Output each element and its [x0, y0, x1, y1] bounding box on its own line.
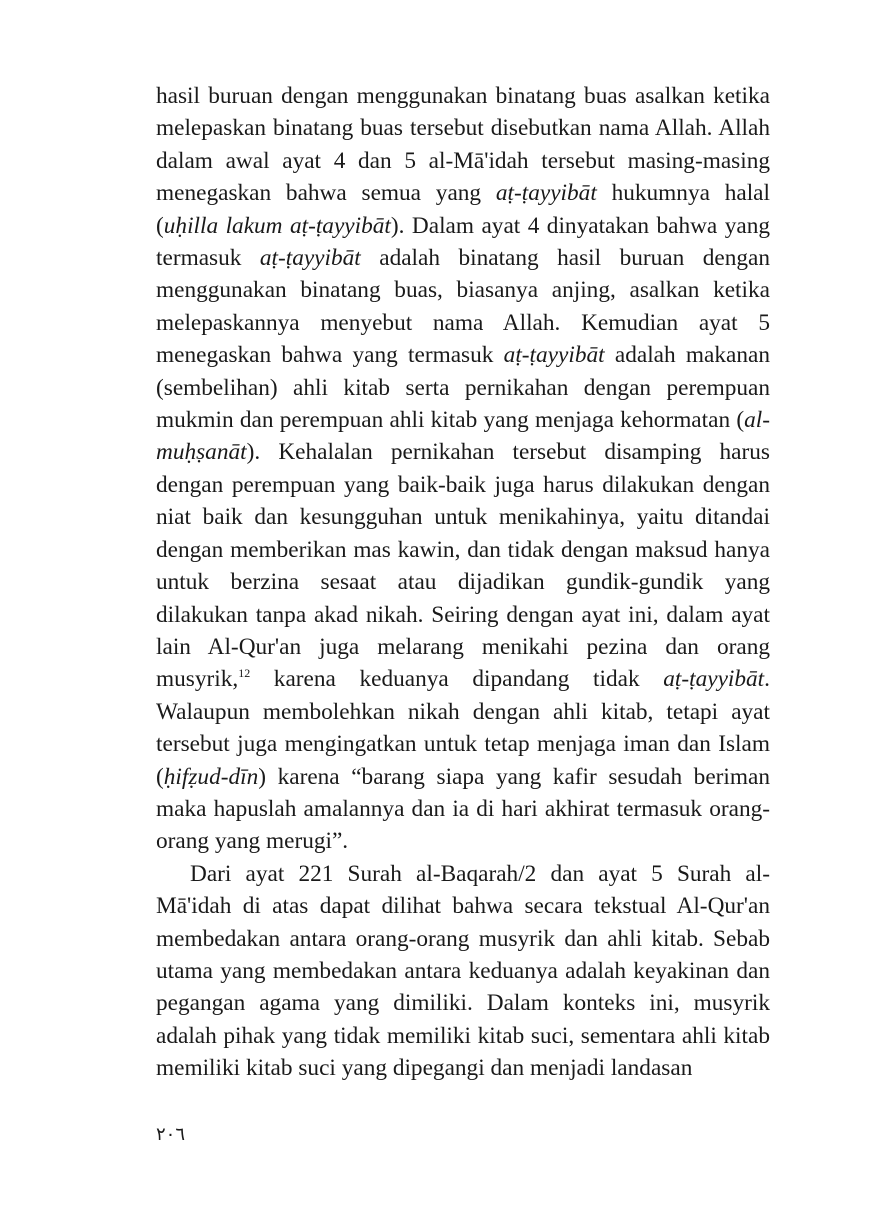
text-run: karena keduanya dipandang tidak: [250, 666, 664, 693]
text-run: hukumnya halal (: [156, 180, 770, 239]
italic-term: aṭ-ṭayyibāt: [503, 342, 605, 369]
text-run: adalah makanan (sembelihan) ahli kitab serta pernikahan dengan perempuan mukmin dan perempuan ahli kitab yang menjaga kehormatan (: [156, 342, 771, 434]
italic-term: al-muḥṣanāt: [156, 407, 770, 466]
italic-term: aṭ-ṭayyibāt: [663, 666, 765, 693]
paragraph-2: [156, 858, 770, 1085]
text-run: . Walaupun membolehkan nikah dengan ahli kitab, tetapi ayat tersebut juga mengingatkan untuk tetap menjaga iman dan Islam (: [156, 666, 770, 790]
text-run: ) karena “barang siapa yang kafir sesudah beriman maka hapuslah amalannya dan ia di hari akhirat termasuk orang-orang yang merugi”.: [156, 763, 770, 855]
italic-term: aṭ-ṭayyibāt: [259, 245, 361, 272]
text-run: Dari ayat 221 Surah al-Baqarah/2 dan ayat 5 Surah al-Mā'idah di atas dapat dilihat bahwa secara tekstual Al-Qur'an membedakan antara orang-orang musyrik dan ahli kitab. Sebab utama yang membedakan antara keduanya adalah keyakinan dan pegangan agama yang dimiliki. Dalam konteks ini, musyrik adalah pihak yang tidak memiliki kitab suci, sementara ahli kitab memiliki kitab suci yang dipegangi dan menjadi landasan: [156, 860, 770, 1082]
text-run: hasil buruan dengan menggunakan binatang buas asalkan ketika melepaskan binatang buas tersebut disebutkan nama Allah. Allah dalam awal ayat 4 dan 5 al-Mā'idah tersebut masing-masing menegaskan bahwa semua yang: [156, 83, 770, 207]
text-run: ). Dalam ayat 4 dinyatakan bahwa yang termasuk: [156, 212, 771, 272]
text-run: adalah binatang hasil buruan dengan menggunakan binatang buas, biasanya anjing, asalkan ketika melepaskannya menyebut nama Allah. Kemudian ayat 5 menegaskan bahwa yang termasuk: [156, 245, 770, 369]
page-number: ٢٠٦: [156, 1124, 186, 1145]
text-run: ). Kehalalan pernikahan tersebut disamping harus dengan perempuan yang baik-baik juga harus dilakukan dengan niat baik dan kesungguhan untuk menikahinya, yaitu ditandai dengan memberikan mas kawin, dan tidak dengan maksud hanya untuk berzina sesaat atau dijadikan gundik-gundik yang dilakukan tanpa akad nikah. Seiring dengan ayat ini, dalam ayat lain Al-Qur'an juga melarang menikahi pezina dan orang musyrik,: [156, 439, 770, 693]
italic-term: ḥifẓud-dīn: [163, 763, 259, 790]
page-body: [156, 80, 770, 1085]
footnote-ref: 12: [238, 665, 251, 680]
paragraph-1: [156, 80, 770, 858]
italic-term: uḥilla lakum aṭ-ṭayyibāt: [163, 212, 391, 239]
italic-term: aṭ-ṭayyibāt: [495, 180, 597, 207]
